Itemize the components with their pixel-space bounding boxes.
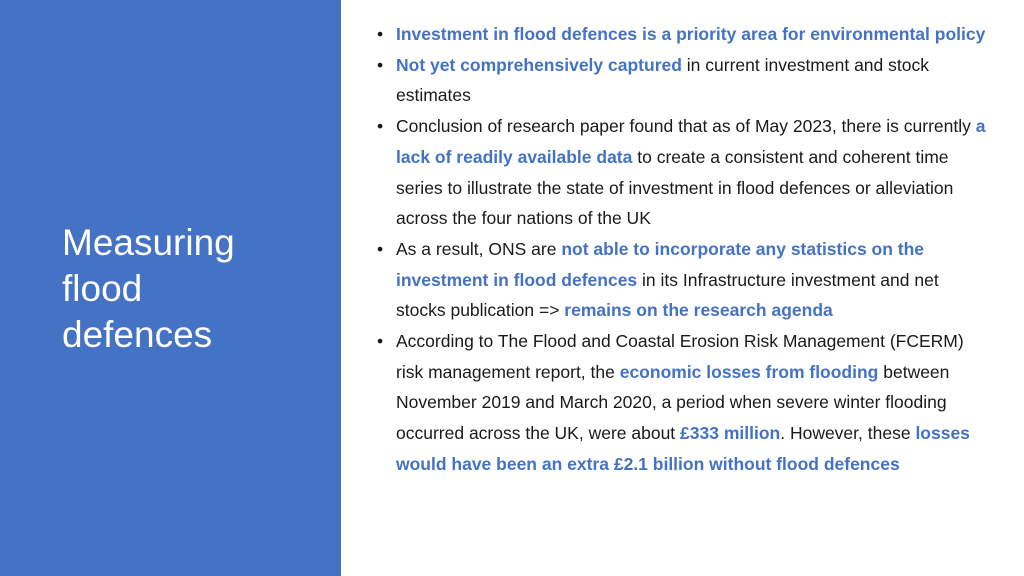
bullet-item (372, 326, 988, 480)
body-text: . However, these (780, 423, 916, 444)
highlight-text: not able to incorporate any statistics on the investment in flood defences (396, 238, 925, 290)
body-text: in its Infrastructure investment and net stocks publication => (396, 269, 939, 321)
bullet-dot-icon: • (377, 54, 384, 75)
bullet-list (372, 19, 988, 480)
bullet-item (372, 111, 988, 234)
slide-title (62, 220, 322, 358)
highlight-text: losses would have been an extra £2.1 billion without flood defences (396, 423, 970, 474)
bullet-dot-icon: • (377, 116, 384, 137)
bullet-item (372, 50, 988, 111)
highlight-text: economic losses from flooding (619, 361, 879, 382)
bullet-item (372, 19, 988, 50)
slide-title-line: Measuring (62, 222, 235, 263)
body-text: As a result, ONS are (396, 238, 562, 259)
highlight-text: a lack of readily available data (396, 116, 986, 167)
body-text: Conclusion of research paper found that as of May 2023, there is currently (396, 116, 976, 137)
title-panel (0, 0, 341, 576)
bullet-dot-icon: • (377, 238, 384, 259)
highlight-text: Not yet comprehensively captured (396, 54, 682, 75)
highlight-text: Investment in flood defences is a priority area for environmental policy (396, 24, 986, 44)
slide-title-line: defences (62, 314, 213, 355)
bullet-dot-icon: • (377, 24, 384, 44)
highlight-text: £333 million (680, 423, 781, 444)
bullet-item (372, 234, 988, 326)
bullet-dot-icon: • (377, 331, 384, 352)
body-text: According to The Flood and Coastal Erosion Risk Management (FCERM) risk management report, the (396, 331, 964, 382)
body-text: between November 2019 and March 2020, a period when severe winter flooding occurred across the UK, were about (396, 361, 950, 444)
highlight-text: remains on the research agenda (564, 300, 833, 321)
slide-title-line: flood (62, 268, 143, 309)
body-text: in current investment and stock estimates (396, 54, 929, 106)
body-text: to create a consistent and coherent time series to illustrate the state of investment in flood defences or alleviation across the four nations of the UK (396, 146, 954, 229)
